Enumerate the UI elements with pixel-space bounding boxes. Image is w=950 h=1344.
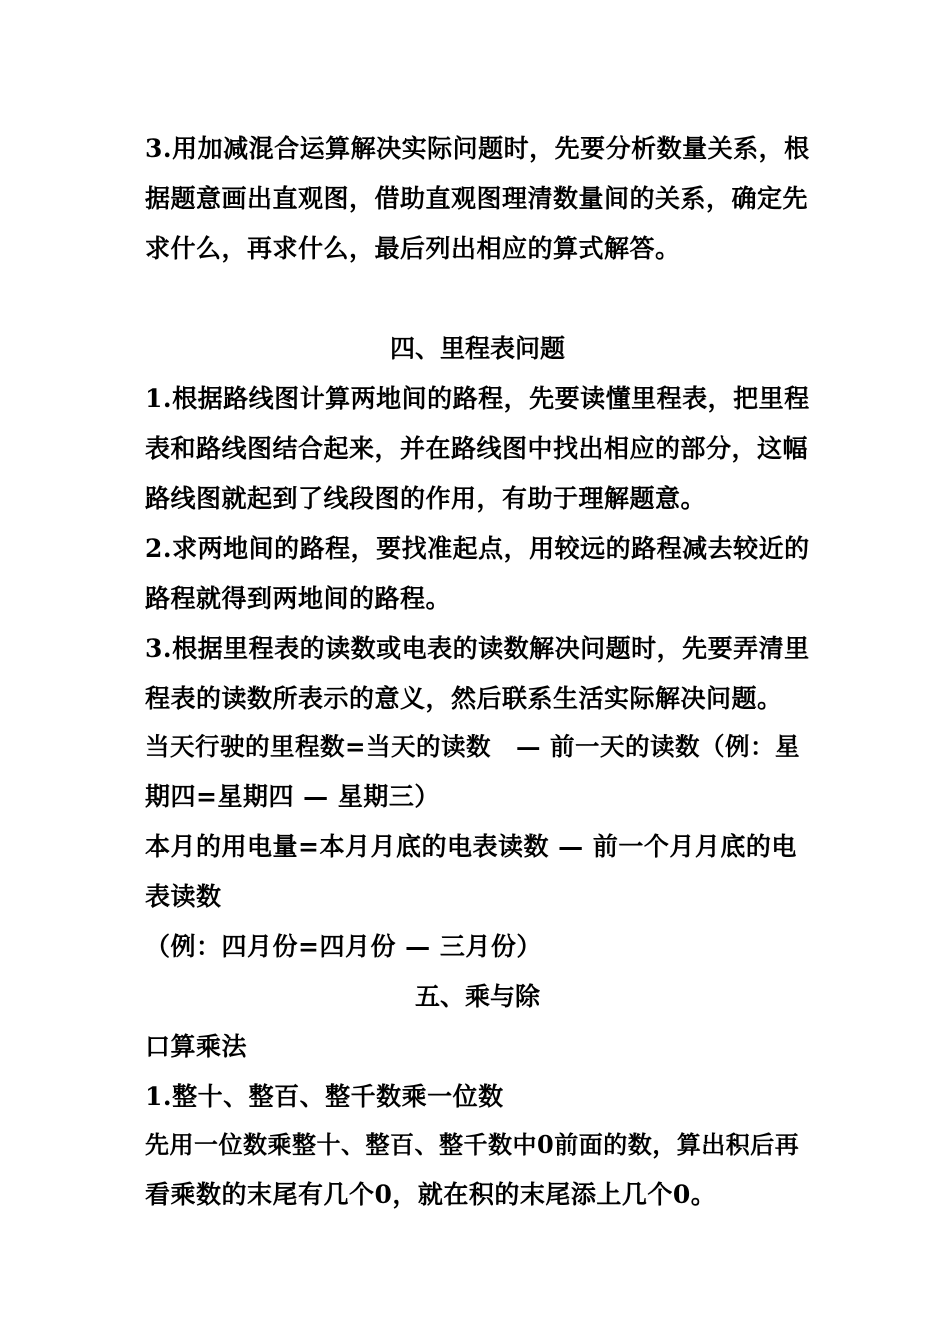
section5-heading: 五、乘与除: [414, 982, 540, 1011]
section3-line-1: 3.用加减混合运算解决实际问题时，先要分析数量关系，根: [145, 134, 810, 163]
section5-line-1: 口算乘法: [145, 1032, 248, 1061]
section4-line-11: 表读数: [145, 882, 222, 911]
section4-line-2: 表和路线图结合起来，并在路线图中找出相应的部分，这幅: [145, 434, 809, 463]
section3-line-3: 求什么，再求什么，最后列出相应的算式解答。: [145, 234, 681, 263]
section5-line-4: 看乘数的末尾有几个0，就在积的末尾添上几个0。: [145, 1180, 717, 1209]
section4-line-3: 路线图就起到了线段图的作用，有助于理解题意。: [145, 484, 707, 513]
section5-line-2: 1.整十、整百、整千数乘一位数: [145, 1082, 504, 1111]
section3-line-2: 据题意画出直观图，借助直观图理清数量间的关系，确定先: [145, 184, 809, 213]
section4-line-12: （例：四月份=四月份 — 三月份）: [145, 932, 542, 961]
section4-heading: 四、里程表问题: [389, 334, 565, 363]
section4-line-8: 当天行驶的里程数=当天的读数 — 前一天的读数（例：星: [145, 732, 801, 761]
section4-line-1: 1.根据路线图计算两地间的路程，先要读懂里程表，把里程: [145, 384, 810, 413]
section4-line-5: 路程就得到两地间的路程。: [145, 584, 452, 613]
section5-line-3: 先用一位数乘整十、整百、整千数中0前面的数，算出积后再: [145, 1130, 800, 1159]
section4-line-6: 3.根据里程表的读数或电表的读数解决问题时，先要弄清里: [145, 634, 810, 663]
section4-line-9: 期四=星期四 — 星期三）: [145, 782, 440, 811]
section4-line-4: 2.求两地间的路程，要找准起点，用较远的路程减去较近的: [145, 534, 810, 563]
section4-line-10: 本月的用电量=本月月底的电表读数 — 前一个月月底的电: [145, 832, 797, 861]
section4-line-7: 程表的读数所表示的意义，然后联系生活实际解决问题。: [145, 684, 783, 713]
